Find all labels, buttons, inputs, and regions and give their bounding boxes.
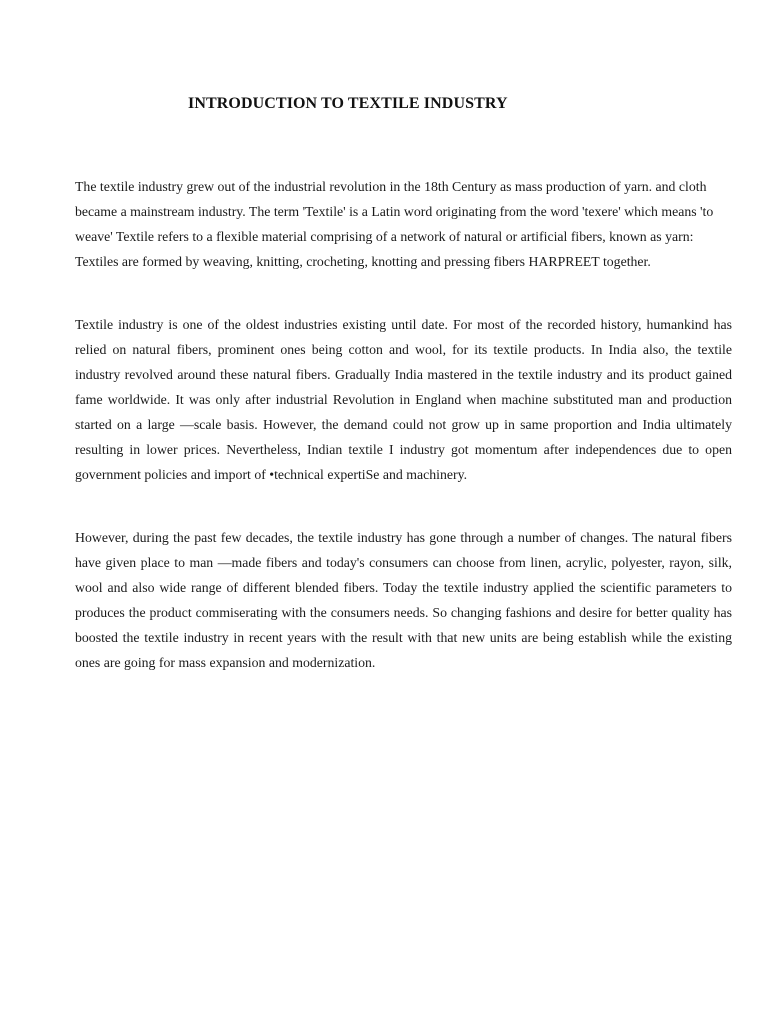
paragraph-2: Textile industry is one of the oldest industries existing until date. For most of the recorded history, humankind has relied on natural fibers, prominent ones being cotton and wool, for its textile products. In India also, the textile industry revolved around these natural fibers. Gradually India mastered in the textile industry and its product gained fame worldwide. It was only after industrial Revolution in England when machine substituted man and production started on a large —scale basis. However, the demand could not grow up in same proportion and India ultimately resulting in lower prices. Nevertheless, Indian textile I industry got momentum after independences due to open government policies and import of •technical expertiSe and machinery. [75,317,732,482]
document-title: INTRODUCTION TO TEXTILE INDUSTRY [188,95,508,112]
paragraph-1: The textile industry grew out of the industrial revolution in the 18th Century as mass production of yarn. and cloth became a mainstream industry. The term 'Textile' is a Latin word originating from the word 'texere' which means 'to weave' Textile refers to a flexible material comprising of a network of natural or artificial fibers, known as yarn: Textiles are formed by weaving, knitting, crocheting, knotting and pressing fibers HARPREET together. [75,179,714,269]
paragraph-3: However, during the past few decades, the textile industry has gone through a number of changes. The natural fibers have given place to man —made fibers and today's consumers can choose from linen, acrylic, polyester, rayon, silk, wool and also wide range of different blended fibers. Today the textile industry applied the scientific parameters to produces the product commiserating with the consumers needs. So changing fashions and desire for better quality has boosted the textile industry in recent years with the result with that new units are being establish while the existing ones are going for mass expansion and modernization. [75,530,732,670]
